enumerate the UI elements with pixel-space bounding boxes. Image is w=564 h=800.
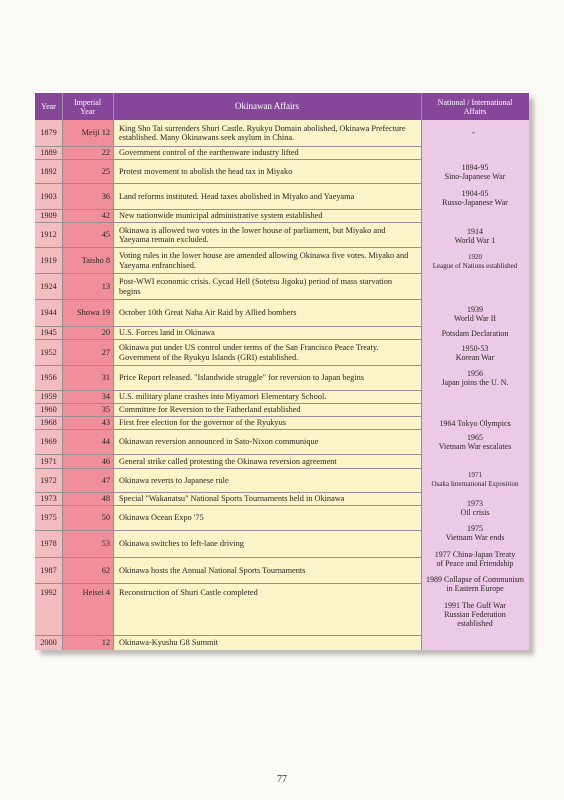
- row-year: 1924: [40, 281, 57, 291]
- row-imperial-year: 34: [101, 392, 110, 402]
- page-number: 77: [277, 774, 287, 785]
- table-row: [35, 506, 421, 531]
- row-year: 2000: [40, 637, 57, 647]
- chronology-table: [35, 93, 529, 650]
- row-imperial-year: 53: [101, 539, 110, 549]
- row-imperial-year: 27: [101, 347, 110, 357]
- national-entry: Potsdam Declaration: [441, 329, 509, 338]
- table-row: [35, 493, 421, 506]
- row-okinawan-affairs: Price Report released. "Islandwide struggle" for reversion to Japan begins: [119, 373, 365, 383]
- row-okinawan-affairs: Committee for Reversion to the Fatherland established: [119, 405, 301, 415]
- row-year: 1972: [40, 475, 57, 485]
- row-imperial-year: 48: [101, 494, 110, 504]
- table-row: [35, 300, 421, 327]
- header-national-affairs: National / International Affairs: [437, 97, 513, 116]
- row-imperial-year: 46: [101, 456, 110, 466]
- row-year: 1975: [40, 513, 57, 523]
- row-okinawan-affairs: Okinawa reverts to Japanese rule: [119, 475, 229, 485]
- row-year: 1960: [40, 405, 57, 415]
- row-year: 1892: [40, 166, 57, 176]
- row-year: 1952: [40, 347, 57, 357]
- row-imperial-year: 31: [101, 373, 110, 383]
- row-year: 1969: [40, 437, 57, 447]
- header-okinawan-affairs: Okinawan Affairs: [234, 101, 300, 111]
- national-entry: 1914 World War 1: [454, 227, 496, 245]
- row-okinawan-affairs: Okinawan reversion announced in Sato-Nixon communique: [119, 437, 319, 447]
- table-row: [35, 366, 421, 391]
- row-year: 1889: [40, 148, 57, 158]
- row-year: 1912: [40, 230, 57, 240]
- table-row: [35, 417, 421, 430]
- table-row: [35, 469, 421, 493]
- national-entry: 1956 Japan joins the U. N.: [441, 369, 509, 387]
- row-imperial-year: 22: [101, 148, 110, 158]
- header-year: Year: [41, 102, 56, 111]
- row-year: 1909: [40, 211, 57, 221]
- row-okinawan-affairs: Government control of the earthenware industry lifted: [119, 148, 299, 158]
- row-okinawan-affairs: Voting rules in the lower house are amended allowing Okinawa five votes. Miyako and Yaeyama enfranchised.: [119, 251, 409, 270]
- row-okinawan-affairs: Reconstruction of Shuri Castle completed: [119, 588, 258, 597]
- national-entry: 1894-95 Sino-Japanese War: [444, 163, 506, 181]
- row-okinawan-affairs: Okinawa Ocean Expo '75: [119, 513, 204, 523]
- row-imperial-year: Taisho 8: [81, 255, 110, 265]
- row-year: 1944: [40, 308, 57, 318]
- table-row: [35, 210, 421, 223]
- national-entry: 1939 World War II: [453, 305, 497, 323]
- row-year: 1968: [40, 418, 57, 428]
- table-row: [35, 391, 421, 404]
- row-okinawan-affairs: Okinawa put under US control under terms of the San Francisco Peace Treaty. Government of the Ryukyu Islands (GRI) established.: [119, 343, 379, 362]
- table-row: [35, 584, 421, 636]
- row-imperial-year: Showa 19: [77, 308, 110, 318]
- table-row: [35, 248, 421, 274]
- national-entry: 1904-05 Russo-Japanese War: [442, 189, 508, 207]
- row-imperial-year: 50: [101, 513, 110, 523]
- row-okinawan-affairs: Okinawa-Kyushu G8 Summit: [119, 637, 219, 647]
- row-okinawan-affairs: Post-WWI economic crisis. Cycad Hell (Sotetsu Jigoku) period of mass starvation begins: [119, 277, 393, 296]
- header-imperial-year: Imperial Year: [73, 97, 102, 116]
- national-entry: 1971 Osaka International Exposition: [431, 471, 519, 488]
- table-row: [35, 455, 421, 469]
- row-year: 1987: [40, 565, 57, 575]
- table-row: [35, 404, 421, 417]
- row-imperial-year: 12: [101, 637, 110, 647]
- row-year: 1978: [40, 539, 57, 549]
- row-imperial-year: 13: [101, 281, 110, 291]
- table-row: [35, 184, 421, 210]
- row-okinawan-affairs: U.S. Forces land in Okinawa: [119, 328, 215, 338]
- row-okinawan-affairs: King Sho Tai surrenders Shuri Castle. Ryukyu Domain abolished, Okinawa Prefecture established. Many Okinawans seek asylum in China.: [119, 123, 406, 142]
- row-year: 1992: [40, 588, 57, 597]
- national-entry: 1975 Vietnam War ends: [445, 524, 505, 542]
- table-row: [35, 274, 421, 300]
- national-entry: 1973 Oil crisis: [460, 499, 490, 517]
- row-year: 1971: [40, 456, 57, 466]
- row-imperial-year: 62: [101, 565, 110, 575]
- table-row: [35, 147, 421, 160]
- row-imperial-year: 36: [101, 191, 110, 201]
- table-row: [35, 340, 421, 366]
- row-okinawan-affairs: Special "Wakanatsu" National Sports Tournaments held in Okinawa: [119, 494, 345, 504]
- row-okinawan-affairs: Protest movement to abolish the head tax in Miyako: [119, 166, 293, 176]
- row-okinawan-affairs: Okinawa switches to left-lane driving: [119, 539, 244, 549]
- table-row: [35, 120, 421, 147]
- row-okinawan-affairs: Land reforms instituted. Head taxes abolished in Miyako and Yaeyama: [119, 191, 355, 201]
- row-okinawan-affairs: General strike called protesting the Okinawa reversion agreement: [119, 456, 337, 466]
- row-imperial-year: Meiji 12: [81, 128, 110, 138]
- national-entry: 1964 Tokyo Olympics: [439, 419, 511, 428]
- national-entry: 1977 China-Japan Treaty of Peace and Friendship: [434, 550, 516, 568]
- national-entry: 1989 Collapse of Communism in Eastern Europe: [426, 575, 524, 593]
- national-entry: 1991 The Gulf War Russian Federation established: [444, 601, 506, 628]
- row-okinawan-affairs: Okinawa is allowed two votes in the lower house of parliament, but Miyako and Yaeyama remain excluded.: [119, 225, 386, 244]
- row-imperial-year: 42: [101, 211, 110, 221]
- table-row: [35, 327, 421, 340]
- row-okinawan-affairs: New nationwide municipal administrative system established: [119, 211, 323, 221]
- row-year: 1959: [40, 392, 57, 402]
- row-year: 1945: [40, 328, 57, 338]
- table-row: [35, 430, 421, 455]
- row-imperial-year: 35: [101, 405, 110, 415]
- row-year: 1919: [40, 255, 57, 265]
- row-imperial-year: 25: [101, 166, 110, 176]
- row-okinawan-affairs: Okinawa hosts the Annual National Sports Tournaments: [119, 565, 306, 575]
- national-entry: 1920 League of Nations established: [432, 253, 518, 270]
- row-year: 1956: [40, 373, 57, 383]
- row-okinawan-affairs: October 10th Great Naha Air Raid by Allied bombers: [119, 308, 297, 318]
- row-imperial-year: Heisei 4: [82, 588, 110, 597]
- row-imperial-year: 47: [101, 475, 110, 485]
- national-entry: 1950-53 Korean War: [455, 344, 495, 362]
- row-year: 1879: [40, 128, 57, 138]
- row-imperial-year: 45: [101, 230, 110, 240]
- national-entry: 1965 Vietnam War escalates: [438, 433, 512, 451]
- national-entry: -: [472, 127, 475, 137]
- table-row: [35, 558, 421, 584]
- row-year: 1973: [40, 494, 57, 504]
- row-okinawan-affairs: First free election for the governor of the Ryukyus: [119, 418, 286, 428]
- table-row: [35, 160, 421, 184]
- row-imperial-year: 44: [101, 437, 110, 447]
- row-imperial-year: 20: [101, 328, 110, 338]
- row-imperial-year: 43: [101, 418, 110, 428]
- table-row: [35, 531, 421, 558]
- row-year: 1903: [40, 191, 57, 201]
- row-okinawan-affairs: U.S. military plane crashes into Miyamori Elementary School.: [119, 392, 327, 402]
- table-row: [35, 223, 421, 248]
- table-row: [35, 636, 421, 650]
